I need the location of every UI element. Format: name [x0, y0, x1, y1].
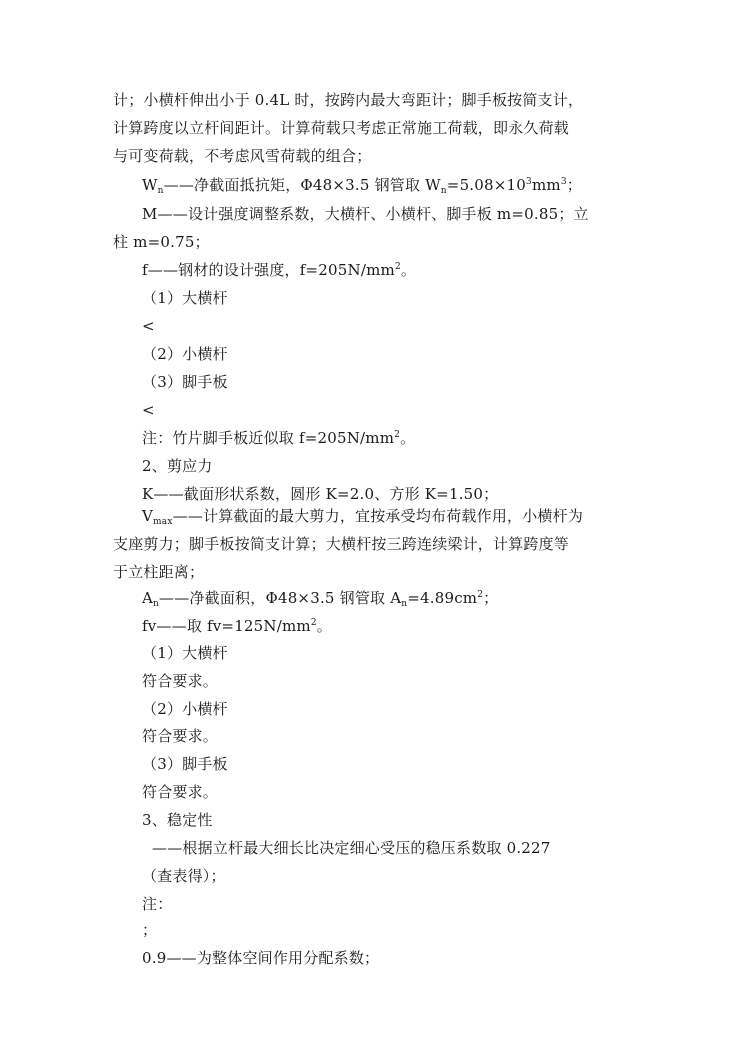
definition-an	[142, 588, 498, 608]
punctuation: 。	[400, 429, 416, 447]
definition-text: f——钢材的设计强度，f=205N/mm	[142, 261, 395, 279]
subscript-n: n	[153, 599, 160, 609]
body-text-line: 0.9——为整体空间作用分配系数；	[142, 949, 380, 967]
subheading: （3）脚手板	[142, 755, 228, 773]
superscript-2: 2	[477, 590, 484, 600]
section-heading: 2、剪应力	[142, 457, 213, 475]
definition-text: ——计算截面的最大剪力，宜按承受均布荷载作用，小横杆为	[172, 507, 584, 525]
value-text: =4.89cm	[407, 589, 478, 607]
definition-vmax	[142, 506, 583, 526]
subscript-n: n	[157, 186, 164, 196]
definition-fv	[142, 616, 332, 636]
body-text-line: K——截面形状系数，圆形 K=2.0、方形 K=1.50；	[142, 485, 499, 503]
definition-wn	[142, 175, 582, 195]
formula-placeholder: ；	[142, 921, 158, 939]
superscript-2: 2	[394, 430, 401, 440]
formula-placeholder: <	[142, 317, 155, 335]
punctuation: 。	[316, 617, 332, 635]
punctuation: 。	[400, 261, 417, 279]
punctuation: ；	[566, 176, 582, 194]
definition-f	[142, 260, 416, 280]
subscript-n: n	[440, 186, 447, 196]
symbol-v: V	[142, 507, 154, 525]
definition-text: ——净截面抵抗矩，Φ48×3.5 钢管取 W	[163, 176, 441, 194]
subheading: （2）小横杆	[142, 700, 228, 718]
subheading: （1）大横杆	[142, 289, 228, 307]
symbol-w: W	[142, 176, 158, 194]
unit-text: mm	[531, 176, 561, 194]
superscript-3: 3	[560, 177, 567, 187]
symbol-a: A	[142, 589, 154, 607]
note-label: 注：	[142, 895, 173, 913]
body-text-line: 计；小横杆伸出小于 0.4L 时，按跨内最大弯距计；脚手板按简支计，	[113, 91, 584, 109]
body-text-line: 与可变荷载，不考虑风雪荷载的组合；	[113, 147, 372, 165]
body-text-line: 符合要求。	[142, 727, 219, 745]
subheading: （3）脚手板	[142, 373, 228, 391]
body-text-line: （查表得）；	[142, 867, 226, 885]
formula-placeholder: <	[142, 401, 155, 419]
body-text-line: 支座剪力；脚手板按简支计算；大横杆按三跨连续梁计，计算跨度等	[113, 535, 570, 553]
body-text-line: M——设计强度调整系数，大横杆、小横杆、脚手板 m=0.85；立	[142, 205, 589, 223]
body-text-line: 柱 m=0.75；	[113, 233, 210, 251]
punctuation: ；	[483, 589, 499, 607]
body-text-line: 符合要求。	[142, 672, 219, 690]
body-text-line: 符合要求。	[142, 783, 219, 801]
definition-text: fv——取 fv=125N/mm	[142, 617, 311, 635]
body-text-line: 计算跨度以立杆间距计。计算荷载只考虑正常施工荷载，即永久荷载	[113, 119, 570, 137]
body-text-line: ——根据立杆最大细长比决定细心受压的稳压系数取 0.227	[152, 839, 551, 857]
superscript-2: 2	[394, 262, 401, 272]
definition-text: ——净截面积，Φ48×3.5 钢管取 A	[159, 589, 402, 607]
section-heading: 3、稳定性	[142, 811, 213, 829]
note-line	[142, 428, 415, 448]
subscript-max: max	[153, 517, 173, 527]
subheading: （2）小横杆	[142, 345, 228, 363]
superscript-2: 2	[310, 618, 317, 628]
superscript-3: 3	[526, 177, 532, 187]
subscript-n: n	[401, 599, 408, 609]
value-text: =5.08×10	[446, 176, 527, 194]
subheading: （1）大横杆	[142, 644, 228, 662]
body-text-line: 于立柱距离；	[113, 563, 205, 581]
note-text: 注：竹片脚手板近似取 f=205N/mm	[142, 429, 395, 447]
